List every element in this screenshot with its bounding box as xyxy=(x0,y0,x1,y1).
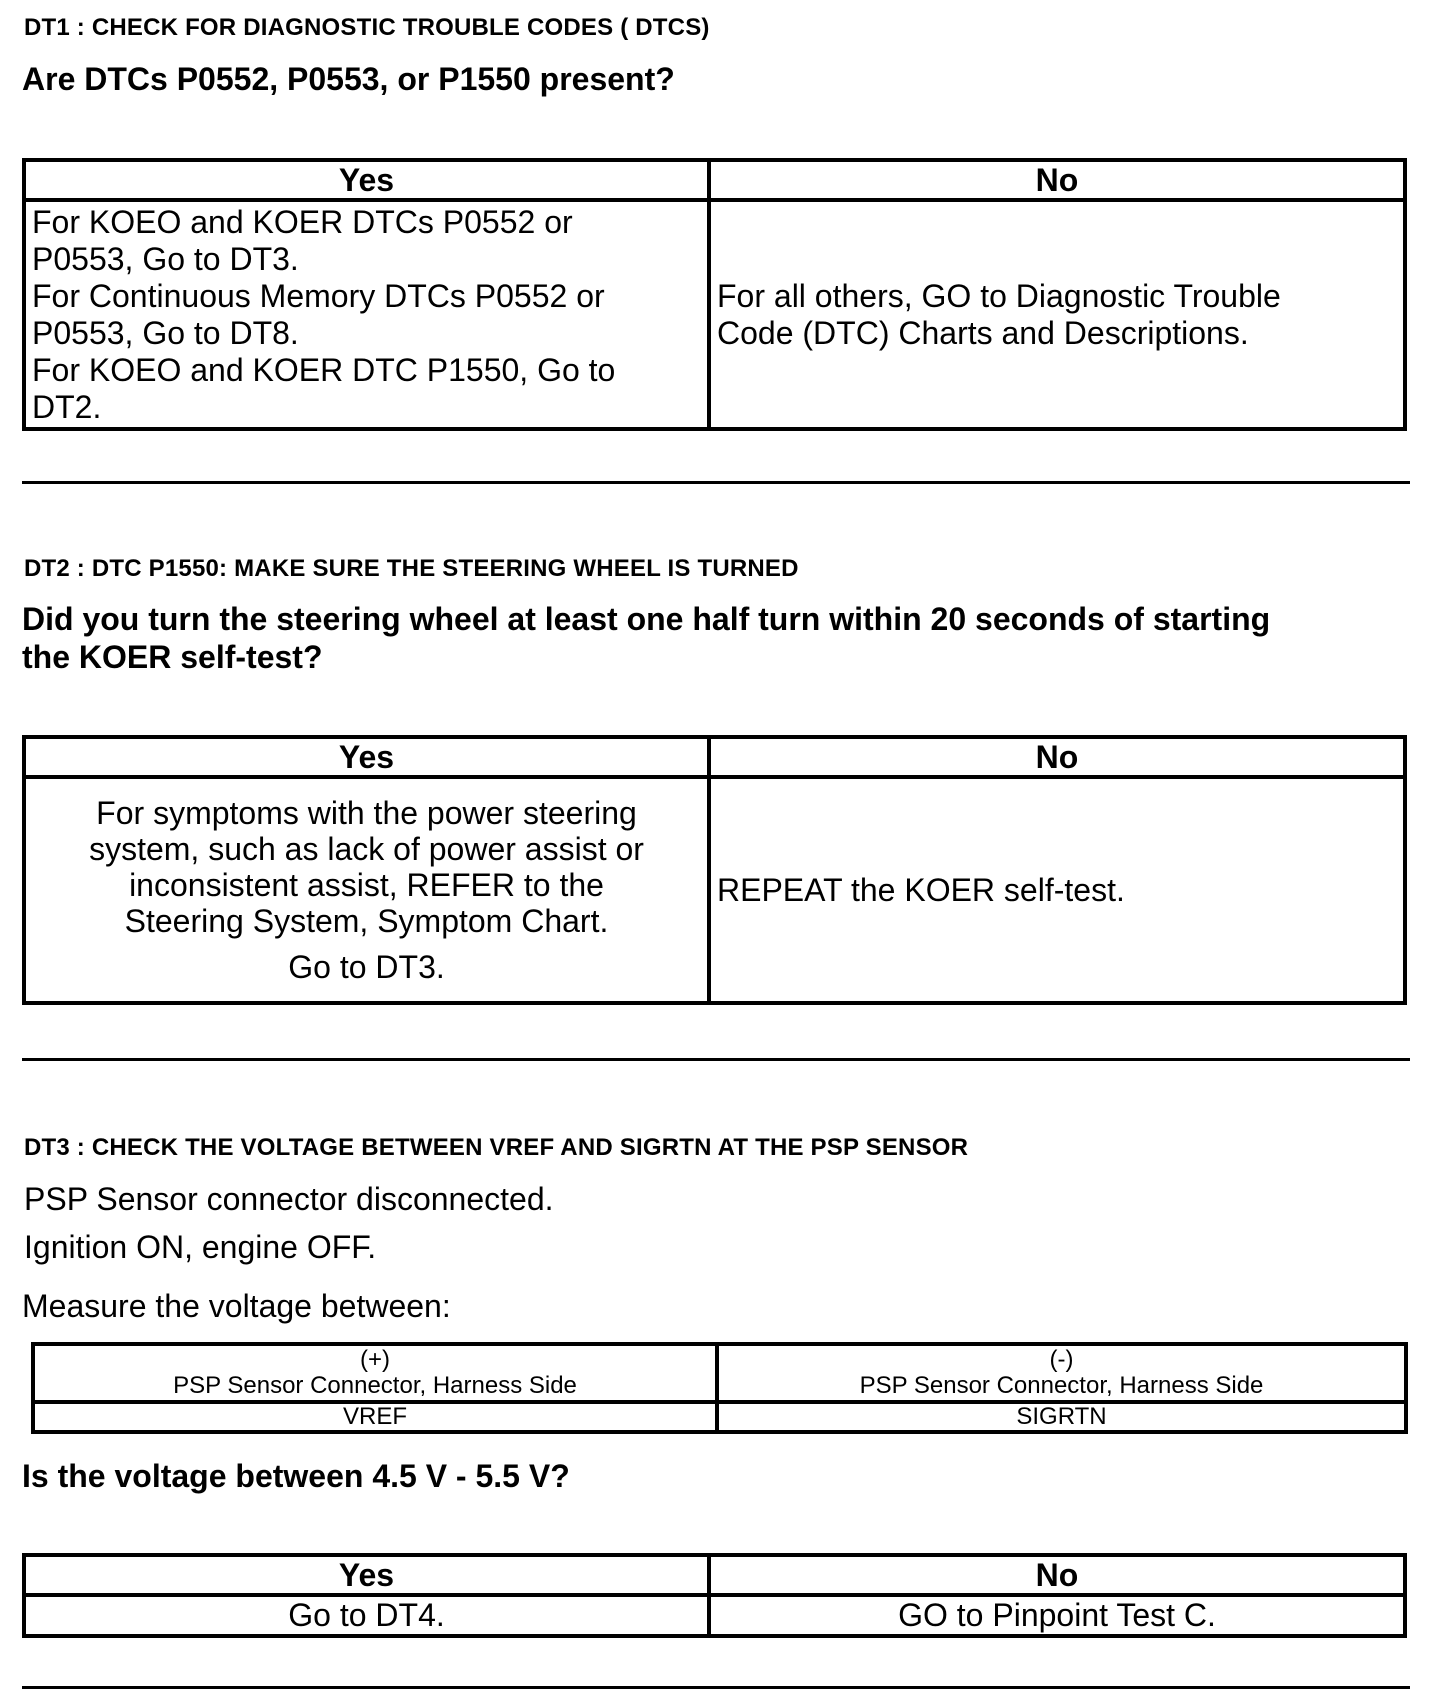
dt1-yes-line: For Continuous Memory DTCs P0552 or xyxy=(32,277,605,314)
dt3-condition: PSP Sensor connector disconnected. xyxy=(24,1181,554,1217)
negative-sign: (-) xyxy=(1049,1346,1074,1373)
dt1-no-line: Code (DTC) Charts and Descriptions. xyxy=(717,314,1249,351)
dt2-yes-line: system, such as lack of power assist or xyxy=(89,831,644,867)
dt2-question-line: the KOER self-test? xyxy=(22,639,323,675)
dt3-condition: Ignition ON, engine OFF. xyxy=(24,1229,377,1265)
dt1-yes-no-table xyxy=(22,158,1407,431)
dt3-no-cell: GO to Pinpoint Test C. xyxy=(709,1595,1405,1636)
section-divider xyxy=(22,1058,1410,1061)
positive-sign: (+) xyxy=(360,1346,390,1373)
dt2-question-line: Did you turn the steering wheel at least one half turn within 20 seconds of starting xyxy=(22,601,1271,637)
dt1-yes-line: DT2. xyxy=(32,388,102,425)
dt2-header: DT2 : DTC P1550: MAKE SURE THE STEERING WHEEL IS TURNED xyxy=(24,555,799,582)
dt2-no-cell xyxy=(709,777,1405,1003)
negative-label: PSP Sensor Connector, Harness Side xyxy=(859,1372,1264,1399)
dt2-yes-header: Yes xyxy=(24,737,709,777)
dt3-header: DT3 : CHECK THE VOLTAGE BETWEEN VREF AND SIGRTN AT THE PSP SENSOR xyxy=(24,1134,969,1161)
dt2-yes-line: Steering System, Symptom Chart. xyxy=(124,903,609,939)
measure-negative-pin: SIGRTN xyxy=(717,1402,1406,1432)
dt2-yes-line: Go to DT3. xyxy=(288,949,445,985)
section-divider xyxy=(22,1686,1410,1689)
dt2-no-header: No xyxy=(709,737,1405,777)
dt3-measure-table xyxy=(31,1342,1408,1434)
dt3-yes-no-table xyxy=(22,1553,1407,1638)
dt1-no-header: No xyxy=(709,160,1405,200)
dt1-no-cell xyxy=(709,200,1405,429)
dt3-question: Is the voltage between 4.5 V - 5.5 V? xyxy=(22,1458,570,1494)
section-divider xyxy=(22,481,1410,484)
dt1-yes-line: P0553, Go to DT8. xyxy=(32,314,299,351)
dt3-condition: Measure the voltage between: xyxy=(22,1288,451,1324)
measure-positive-cell xyxy=(33,1344,717,1402)
dt1-yes-line: For KOEO and KOER DTC P1550, Go to xyxy=(32,351,616,388)
dt1-yes-cell xyxy=(24,200,709,429)
dt3-no-header: No xyxy=(709,1555,1405,1595)
dt3-yes-cell: Go to DT4. xyxy=(24,1595,709,1636)
positive-label: PSP Sensor Connector, Harness Side xyxy=(173,1372,577,1399)
dt1-question: Are DTCs P0552, P0553, or P1550 present? xyxy=(22,61,675,97)
dt1-yes-line: P0553, Go to DT3. xyxy=(32,240,299,277)
dt2-yes-line: inconsistent assist, REFER to the xyxy=(129,867,604,903)
measure-negative-cell xyxy=(717,1344,1406,1402)
dt2-no-line: REPEAT the KOER self-test. xyxy=(717,871,1125,908)
dt2-yes-no-table xyxy=(22,735,1407,1005)
dt3-yes-header: Yes xyxy=(24,1555,709,1595)
dt2-question xyxy=(22,600,1270,676)
measure-positive-pin: VREF xyxy=(33,1402,717,1432)
dt1-no-line: For all others, GO to Diagnostic Trouble xyxy=(717,277,1281,314)
dt2-yes-line: For symptoms with the power steering xyxy=(96,795,637,831)
dt1-yes-header: Yes xyxy=(24,160,709,200)
dt2-yes-cell xyxy=(24,777,709,1003)
dt1-yes-line: For KOEO and KOER DTCs P0552 or xyxy=(32,203,573,240)
dt1-header: DT1 : CHECK FOR DIAGNOSTIC TROUBLE CODES ( DTCS) xyxy=(24,14,710,41)
